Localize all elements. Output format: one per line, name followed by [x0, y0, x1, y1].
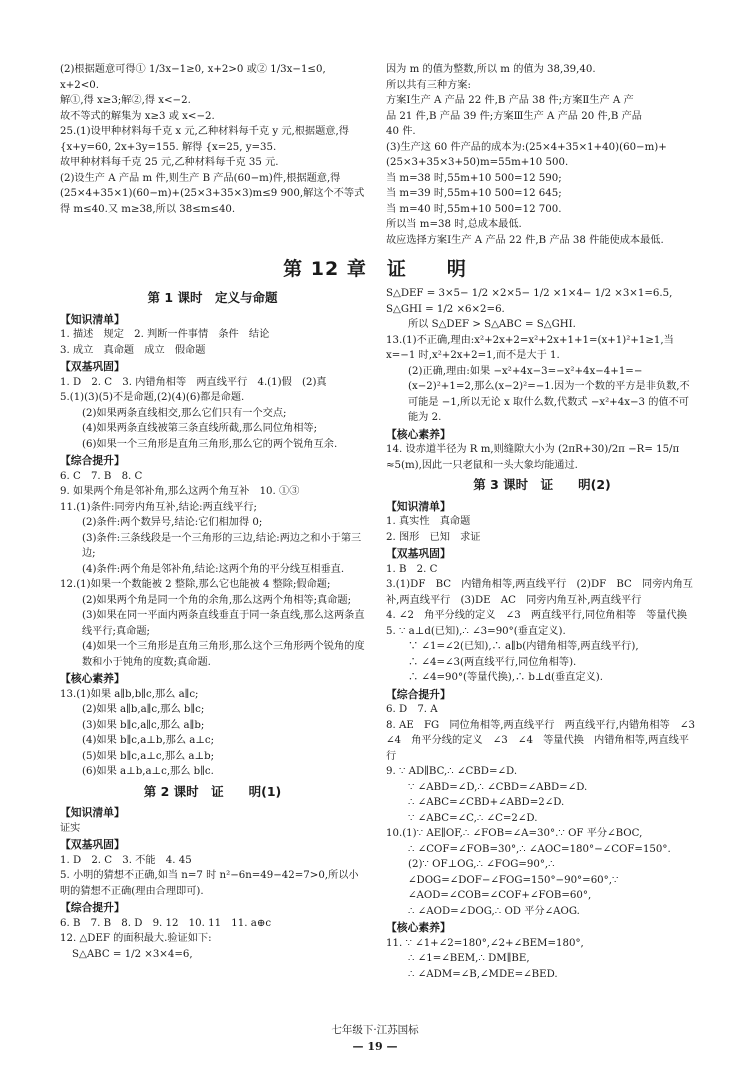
top-left-line: 故甲种材料每千克 25 元,乙种材料每千克 35 元. — [60, 157, 279, 168]
top-right-column — [386, 62, 696, 248]
answer-line: 12.(1)如果一个数能被 2 整除,那么它也能被 4 整除;假命题; — [60, 579, 331, 590]
page-number: — 19 — — [352, 1040, 398, 1053]
top-left-line: (2)根据题意可得① 1/3x−1≥0, x+2>0 或② 1/3x−1≤0, x+2<0. — [60, 64, 326, 91]
answer-line: (3)如果在同一平面内两条直线垂直于同一条直线,那么这两条直线平行;真命题; — [82, 610, 365, 637]
lesson-3-title: 第 3 课时 证 明(2) — [473, 477, 611, 492]
answer-line: 13.(1)不正确,理由:x²+2x+2=x²+2x+1+1=(x+1)²+1≥1,当 x=−1 时,x²+2x+2=1,而不是大于 1. — [386, 334, 674, 361]
lesson-2-title: 第 2 课时 证 明(1) — [143, 783, 282, 799]
section-heading: 【综合提升】 — [60, 901, 125, 914]
answer-line: ∴ ∠1=∠BEM,∴ DM∥BE, — [408, 953, 530, 964]
top-right-line: 品 21 件,B 产品 39 件;方案Ⅲ生产 A 产品 20 件,B 产品 — [386, 110, 642, 122]
top-right-line: (3)生产这 60 件产品的成本为:(25×4+35×1+40)(60−m)+ — [386, 141, 667, 153]
section-heading: 【综合提升】 — [60, 454, 125, 467]
answer-line: ∴ ∠4=90°(等量代换),∴ b⊥d(垂直定义). — [408, 672, 603, 683]
top-left-line: 25.(1)设甲种材料每千克 x 元,乙种材料每千克 y 元,根据题意,得 — [60, 126, 349, 137]
top-right-line: 故应选择方案Ⅰ生产 A 产品 22 件,B 产品 38 件能使成本最低. — [386, 234, 664, 246]
answer-line: 所以 S△DEF > S△ABC = S△GHI. — [408, 319, 576, 330]
section-heading: 【核心素养】 — [386, 427, 451, 441]
answer-line: 证实 — [60, 822, 81, 834]
answer-line: 9. 如果两个角是邻补角,那么这两个角互补 10. ①③ — [60, 486, 300, 497]
section-heading: 【双基巩固】 — [60, 838, 125, 851]
top-right-line: 方案Ⅰ生产 A 产品 22 件,B 产品 38 件;方案Ⅱ生产 A 产 — [386, 95, 634, 106]
top-right-line: 因为 m 的值为整数,所以 m 的值为 38,39,40. — [386, 64, 596, 75]
answer-line: 1. 描述 规定 2. 判断一件事情 条件 结论 — [60, 329, 270, 340]
top-left-line: (25×4+35×1)(60−m)+(25×3+35×3)m≤9 900,解这个不等式 — [60, 188, 365, 199]
section-heading: 【核心素养】 — [386, 921, 451, 934]
answer-line: ∵ ∠ABD=∠D,∴ ∠CBD=∠ABD=∠D. — [408, 781, 588, 793]
answer-line: (2)如果 a∥b,a∥c,那么 b∥c; — [82, 704, 205, 715]
answer-line: (2)如果两个角是同一个角的余角,那么这两个角相等;真命题; — [82, 594, 352, 606]
answer-line: (4)如果 b∥c,a⊥b,那么 a⊥c; — [82, 735, 215, 746]
answer-line: 6. D 7. A — [386, 704, 438, 715]
answer-line: (3)条件:三条线段是一个三角形的三边,结论:两边之和小于第三边; — [82, 532, 362, 559]
answer-line: 6. C 7. B 8. C — [60, 470, 143, 482]
answer-line: S△GHI = 1/2 ×6×2=6. — [386, 303, 505, 315]
answer-line: (4)条件:两个角是邻补角,结论:这两个角的平分线互相垂直. — [82, 563, 345, 575]
answer-line: 13.(1)如果 a∥b,b∥c,那么 a∥c; — [60, 688, 199, 700]
answer-line: 6. B 7. B 8. D 9. 12 10. 11 11. a⊕c — [60, 917, 272, 929]
answer-line: ∵ ∠1=∠2(已知),∴ a∥b(内错角相等,两直线平行), — [408, 641, 639, 652]
answer-line: (4)如果两条直线被第三条直线所截,那么同位角相等; — [82, 423, 318, 434]
answer-line: 1. 真实性 真命题 — [386, 516, 471, 527]
top-right-line: 所以当 m=38 时,总成本最低. — [386, 219, 522, 230]
answer-line: 3. 成立 真命题 成立 假命题 — [60, 344, 206, 356]
answer-line: 5. 小明的猜想不正确,如当 n=7 时 n²−6n=49−42=7>0,所以小明的猜想不正确(理由合理即可). — [60, 870, 359, 897]
answer-line: 2. 图形 已知 求证 — [386, 531, 481, 543]
answer-line: ∴ ∠ABC=∠CBD+∠ABD=2∠D. — [408, 797, 565, 808]
answer-line: (2)条件:两个数异号,结论:它们相加得 0; — [82, 517, 263, 528]
answer-line: 10.(1)∵ AE∥OF,∴ ∠FOB=∠A=30°.∵ OF 平分∠BOC, — [386, 828, 643, 839]
section-heading: 【知识清单】 — [386, 499, 451, 513]
top-left-line: {x+y=60, 2x+3y=155. 解得 {x=25, y=35. — [60, 141, 277, 153]
answer-line: (6)如果一个三角形是直角三角形,那么它的两个锐角互余. — [82, 438, 338, 450]
answer-line: (2)正确,理由:如果 −x²+4x−3=−x²+4x−4+1=−(x−2)²+1=2,那么(x−2)²=−1.因为一个数的平方是非负数,不可能是 −1,所以无论 x 取什么数,代数式 −x²+4x−3 的值不可能为 2. — [408, 365, 690, 423]
answer-line: ∴ ∠COF=∠FOB=30°,∴ ∠AOC=180°−∠COF=150°. — [408, 843, 671, 855]
right-column — [386, 286, 706, 982]
answer-line: 11.(1)条件:同旁内角互补,结论:两直线平行; — [60, 501, 257, 513]
answer-line: 8. AE FG 同位角相等,两直线平行 两直线平行,内错角相等 ∠3 ∠4 角平分线的定义 ∠3 ∠4 等量代换 内错角相等,两直线平行 — [386, 719, 706, 762]
answer-line: 1. B 2. C — [386, 563, 438, 575]
footer-label: 七年级下·江苏国标 — [331, 1024, 419, 1036]
top-right-line: (25×3+35×3+50)m=55m+10 500. — [386, 157, 569, 168]
answer-line: 4. ∠2 角平分线的定义 ∠3 两直线平行,同位角相等 等量代换 — [386, 610, 687, 621]
section-heading: 【双基巩固】 — [60, 360, 125, 373]
answer-line: 11. ∵ ∠1+∠2=180°,∠2+∠BEM=180°, — [386, 937, 584, 949]
top-right-line: 当 m=39 时,55m+10 500=12 645; — [386, 188, 562, 199]
section-heading: 【双基巩固】 — [386, 547, 451, 560]
answer-line: 3.(1)DF BC 内错角相等,两直线平行 (2)DF BC 同旁内角互补,两直线平行 (3)DE AC 同旁内角互补,两直线平行 — [386, 579, 693, 606]
answer-line: ∴ ∠AOD=∠DOG,∴ OD 平分∠AOG. — [408, 905, 580, 917]
left-column — [60, 286, 365, 962]
answer-line: (4)如果一个三角形是直角三角形,那么这个三角形两个锐角的度数和小于钝角的度数;真命题. — [82, 641, 365, 668]
lesson-1-title: 第 1 课时 定义与命题 — [147, 290, 278, 305]
top-right-line: 所以共有三种方案: — [386, 79, 471, 91]
answer-line: ∴ ∠ADM=∠B,∠MDE=∠BED. — [408, 968, 558, 980]
answer-line: 14. 设赤道半径为 R m,则缝隙大小为 (2πR+30)/2π −R= 15/π ≈5(m),因此一只老鼠和一头大象均能通过. — [386, 444, 680, 471]
answer-line: (2)∵ OF⊥OG,∴ ∠FOG=90°,∴ ∠DOG=∠DOF−∠FOG=150°−90°=60°,∵ ∠AOD=∠COB=∠COF+∠FOB=60°, — [408, 859, 619, 901]
top-left-column — [60, 62, 365, 217]
top-left-line: 解①,得 x≥3;解②,得 x<−2. — [60, 95, 191, 106]
answer-line: 5.(1)(3)(5)不是命题,(2)(4)(6)都是命题. — [60, 392, 245, 403]
section-heading: 【核心素养】 — [60, 672, 125, 685]
answer-line: 1. D 2. C 3. 内错角相等 两直线平行 4.(1)假 (2)真 — [60, 376, 327, 388]
answer-line: (5)如果 b∥c,a⊥c,那么 a⊥b; — [82, 750, 215, 762]
answer-line: 12. △DEF 的面积最大.验证如下: — [60, 933, 212, 944]
answer-line: S△DEF = 3×5− 1/2 ×2×5− 1/2 ×1×4− 1/2 ×3×1=6.5, — [386, 288, 673, 299]
top-right-line: 当 m=38 时,55m+10 500=12 590; — [386, 172, 562, 184]
top-left-line: 故不等式的解集为 x≥3 或 x<−2. — [60, 110, 215, 122]
section-heading: 【综合提升】 — [386, 687, 451, 701]
answer-line: 5. ∵ a⊥d(已知),∴ ∠3=90°(垂直定义). — [386, 625, 566, 637]
chapter-title: 第 12 章 证 明 — [283, 258, 467, 280]
answer-line: (2)如果两条直线相交,那么它们只有一个交点; — [82, 407, 287, 419]
top-left-line: 得 m≤40.又 m≥38,所以 38≤m≤40. — [60, 203, 236, 215]
top-right-line: 当 m=40 时,55m+10 500=12 700. — [386, 203, 562, 215]
answer-line: 9. ∵ AD∥BC,∴ ∠CBD=∠D. — [386, 766, 518, 777]
top-left-line: (2)设生产 A 产品 m 件,则生产 B 产品(60−m)件,根据题意,得 — [60, 172, 341, 184]
answer-line: (3)如果 b∥c,a∥c,那么 a∥b; — [82, 719, 205, 731]
section-heading: 【知识清单】 — [60, 312, 125, 326]
answer-line: ∴ ∠4=∠3(两直线平行,同位角相等). — [408, 656, 577, 668]
answer-line: 1. D 2. C 3. 不能 4. 45 — [60, 854, 192, 866]
answer-line: ∵ ∠ABC=∠C,∴ ∠C=2∠D. — [408, 812, 538, 824]
answer-line: (6)如果 a⊥b,a⊥c,那么 b∥c. — [82, 766, 214, 777]
answer-line: S△ABC = 1/2 ×3×4=6, — [72, 948, 193, 960]
top-right-line: 40 件. — [386, 126, 416, 137]
section-heading: 【知识清单】 — [60, 806, 125, 819]
